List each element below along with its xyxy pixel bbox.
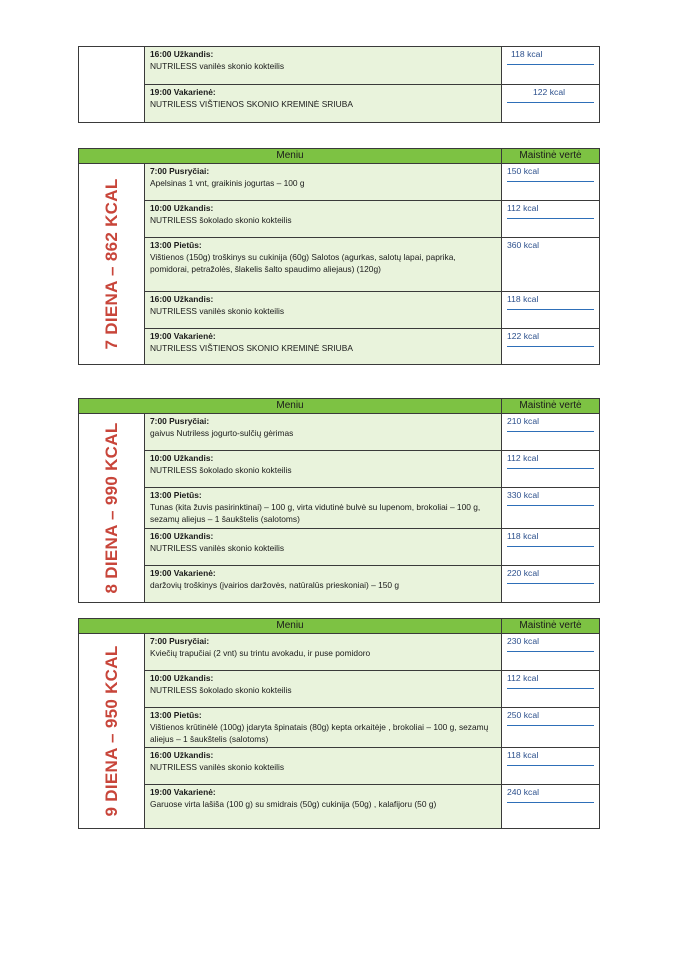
kcal-underline xyxy=(507,583,594,584)
day-label-cell xyxy=(79,414,145,602)
meal-cell xyxy=(145,785,502,828)
meal-title: 19:00 Vakarienė: xyxy=(150,568,216,578)
table-header xyxy=(79,619,599,634)
meal-title: 13:00 Pietūs: xyxy=(150,490,202,500)
kcal-cell xyxy=(502,201,599,237)
meal-cell xyxy=(145,488,502,528)
kcal-cell xyxy=(502,634,599,670)
kcal-value: 210 kcal xyxy=(507,416,540,426)
header-value: Maistinė vertė xyxy=(519,620,582,631)
meal-row xyxy=(145,292,599,329)
kcal-cell xyxy=(502,785,599,828)
meal-desc: daržovių troškinys (įvairios daržovės, natūralūs prieskoniai) – 150 g xyxy=(150,579,400,590)
meal-title: 16:00 Užkandis: xyxy=(150,49,214,59)
kcal-value: 330 kcal xyxy=(507,490,540,500)
meal-desc: Vištienos (150g) troškinys su cukinija (60g) Salotos (agurkas, salotų lapai, paprika, pomidorai, petražolės, šlakelis šalto spaudimo aliejaus) (120g) xyxy=(150,251,456,274)
meal-desc: NUTRILESS šokolado skonio kokteilis xyxy=(150,684,292,695)
meal-desc: NUTRILESS šokolado skonio kokteilis xyxy=(150,464,292,475)
kcal-value: 112 kcal xyxy=(507,203,539,213)
kcal-underline xyxy=(507,468,594,469)
kcal-underline xyxy=(507,218,594,219)
kcal-value: 150 kcal xyxy=(507,166,540,176)
meal-title: 16:00 Užkandis: xyxy=(150,750,214,760)
meal-row xyxy=(145,238,599,292)
meal-cell xyxy=(145,529,502,565)
header-value: Maistinė vertė xyxy=(519,400,582,411)
meal-row xyxy=(145,451,599,488)
kcal-cell xyxy=(502,85,599,122)
meal-cell xyxy=(145,329,502,364)
kcal-value: 360 kcal xyxy=(507,240,540,250)
kcal-value: 122 kcal xyxy=(533,87,566,97)
kcal-cell xyxy=(502,488,599,528)
meal-desc: NUTRILESS VIŠTIENOS SKONIO KREMINĖ SRIUBA xyxy=(150,342,353,353)
meal-desc: NUTRILESS vanilės skonio kokteilis xyxy=(150,761,285,772)
kcal-value: 240 kcal xyxy=(507,787,540,797)
day-9-table xyxy=(78,618,600,829)
meal-cell xyxy=(145,47,502,84)
meal-title: 10:00 Užkandis: xyxy=(150,673,214,683)
kcal-cell xyxy=(502,671,599,707)
meal-desc: NUTRILESS vanilės skonio kokteilis xyxy=(150,542,285,553)
kcal-underline xyxy=(507,64,594,65)
meal-desc: gaivus Nutriless jogurto-sulčių gėrimas xyxy=(150,427,294,438)
meal-cell xyxy=(145,164,502,200)
meal-title: 7:00 Pusryčiai: xyxy=(150,166,210,176)
day-8-table xyxy=(78,398,600,603)
meal-row xyxy=(145,329,599,364)
meal-cell xyxy=(145,748,502,784)
meal-title: 16:00 Užkandis: xyxy=(150,531,214,541)
kcal-underline xyxy=(507,346,594,347)
kcal-underline xyxy=(507,505,594,506)
meal-title: 13:00 Pietūs: xyxy=(150,710,202,720)
kcal-underline xyxy=(507,765,594,766)
kcal-underline xyxy=(507,309,594,310)
table-header xyxy=(79,399,599,414)
kcal-cell xyxy=(502,451,599,487)
meal-cell xyxy=(145,201,502,237)
meal-cell xyxy=(145,451,502,487)
meal-desc: Vištienos krūtinėlė (100g) įdaryta špinatais (80g) kepta orkaitėje , brokoliai – 100 g, sezamų aliejus – 1 šaukštelis (salotoms) xyxy=(150,721,489,744)
kcal-underline xyxy=(507,802,594,803)
kcal-cell xyxy=(502,529,599,565)
day-7-table xyxy=(78,148,600,365)
meal-row xyxy=(145,671,599,708)
kcal-value: 118 kcal xyxy=(507,294,539,304)
kcal-value: 122 kcal xyxy=(507,331,540,341)
header-value: Maistinė vertė xyxy=(519,150,582,161)
kcal-underline xyxy=(507,181,594,182)
meal-title: 13:00 Pietūs: xyxy=(150,240,202,250)
meal-desc: NUTRILESS VIŠTIENOS SKONIO KREMINĖ SRIUBA xyxy=(150,98,353,109)
kcal-underline xyxy=(507,688,594,689)
kcal-value: 118 kcal xyxy=(507,531,539,541)
day-label-cell xyxy=(79,634,145,828)
kcal-cell xyxy=(502,292,599,328)
day-label: 7 DIENA – 862 KCAL xyxy=(101,178,121,350)
meal-desc: NUTRILESS vanilės skonio kokteilis xyxy=(150,305,285,316)
top-day-cell xyxy=(79,47,145,122)
top-meal-table xyxy=(78,46,600,123)
meal-row xyxy=(145,414,599,451)
meal-desc: Tunas (kita žuvis pasirinktinai) – 100 g, virta vidutinė bulvė su lupenom, brokoliai – 100 g, sezamų aliejus – 1 šaukštelis (salotoms) xyxy=(150,501,481,524)
header-menu: Meniu xyxy=(79,149,502,163)
meal-cell xyxy=(145,671,502,707)
meal-row xyxy=(145,488,599,529)
kcal-value: 250 kcal xyxy=(507,710,540,720)
meal-cell xyxy=(145,634,502,670)
meal-title: 10:00 Užkandis: xyxy=(150,453,214,463)
kcal-value: 112 kcal xyxy=(507,453,539,463)
meal-cell xyxy=(145,85,502,122)
kcal-underline xyxy=(507,725,594,726)
meal-desc: NUTRILESS vanilės skonio kokteilis xyxy=(150,60,285,71)
meal-title: 19:00 Vakarienė: xyxy=(150,787,216,797)
table-header xyxy=(79,149,599,164)
kcal-cell xyxy=(502,414,599,450)
meal-row xyxy=(145,529,599,566)
kcal-underline xyxy=(507,546,594,547)
kcal-cell xyxy=(502,238,599,291)
meal-row xyxy=(145,708,599,748)
header-menu: Meniu xyxy=(79,399,502,413)
meal-row xyxy=(145,634,599,671)
kcal-underline xyxy=(507,102,594,103)
kcal-value: 118 kcal xyxy=(507,750,539,760)
meal-row xyxy=(145,785,599,828)
kcal-cell xyxy=(502,708,599,747)
kcal-cell xyxy=(502,748,599,784)
meal-row xyxy=(145,85,599,122)
meal-cell xyxy=(145,708,502,747)
meal-title: 7:00 Pusryčiai: xyxy=(150,416,210,426)
meal-row xyxy=(145,164,599,201)
header-menu: Meniu xyxy=(79,619,502,633)
meal-title: 7:00 Pusryčiai: xyxy=(150,636,210,646)
meal-desc: Kviečių trapučiai (2 vnt) su trintu avokadu, ir puse pomidoro xyxy=(150,647,371,658)
meal-cell xyxy=(145,566,502,602)
meal-row xyxy=(145,566,599,602)
kcal-underline xyxy=(507,431,594,432)
kcal-underline xyxy=(507,651,594,652)
kcal-value: 230 kcal xyxy=(507,636,540,646)
kcal-cell xyxy=(502,329,599,364)
kcal-value: 112 kcal xyxy=(507,673,539,683)
kcal-value: 118 kcal xyxy=(511,49,543,59)
meal-cell xyxy=(145,414,502,450)
kcal-value: 220 kcal xyxy=(507,568,540,578)
meal-desc: Apelsinas 1 vnt, graikinis jogurtas – 100 g xyxy=(150,177,305,188)
meal-desc: Garuose virta lašiša (100 g) su smidrais (50g) cukinija (50g) , kalafijoru (50 g) xyxy=(150,798,437,809)
meal-desc: NUTRILESS šokolado skonio kokteilis xyxy=(150,214,292,225)
kcal-cell xyxy=(502,47,599,84)
meal-row xyxy=(145,47,599,85)
kcal-cell xyxy=(502,164,599,200)
day-label: 9 DIENA – 950 KCAL xyxy=(101,645,121,817)
day-label-cell xyxy=(79,164,145,364)
meal-title: 10:00 Užkandis: xyxy=(150,203,214,213)
meal-title: 16:00 Užkandis: xyxy=(150,294,214,304)
meal-title: 19:00 Vakarienė: xyxy=(150,331,216,341)
meal-title: 19:00 Vakarienė: xyxy=(150,87,216,97)
meal-row xyxy=(145,748,599,785)
day-label: 8 DIENA – 990 KCAL xyxy=(101,422,121,594)
kcal-cell xyxy=(502,566,599,602)
meal-row xyxy=(145,201,599,238)
meal-cell xyxy=(145,238,502,291)
meal-cell xyxy=(145,292,502,328)
